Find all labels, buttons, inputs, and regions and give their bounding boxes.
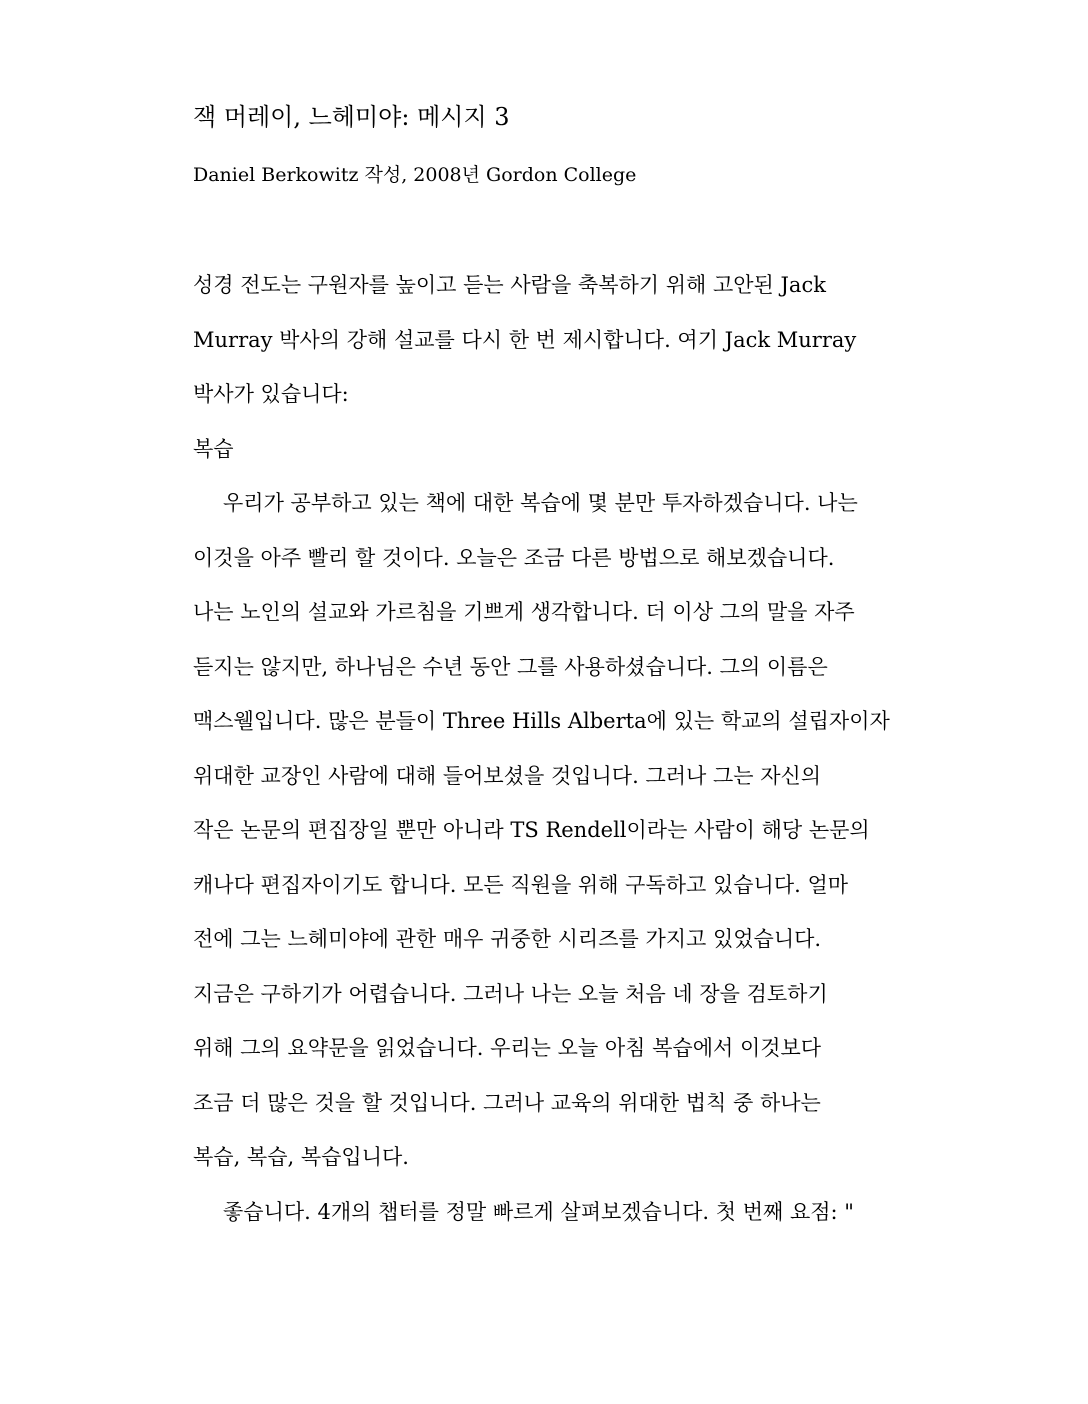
chapters-paragraph: [193, 1185, 953, 1240]
text-line: 맥스웰입니다. 많은 분들이 Three Hills Alberta에 있는 학교의 설립자이자: [193, 709, 890, 733]
text-line: 캐나다 편집자이기도 합니다. 모든 직원을 위해 구독하고 있습니다. 얼마: [193, 872, 849, 897]
text-line: 듣지는 않지만, 하나님은 수년 동안 그를 사용하셨습니다. 그의 이름은: [193, 654, 828, 679]
document-body: [193, 258, 953, 1239]
text-line: 박사가 있습니다:: [193, 382, 349, 406]
text-line: 위대한 교장인 사람에 대해 들어보셨을 것입니다. 그러나 그는 자신의: [193, 763, 822, 788]
document-byline: Daniel Berkowitz 작성, 2008년 Gordon College: [193, 164, 637, 186]
text-line: 나는 노인의 설교와 가르침을 기쁘게 생각합니다. 더 이상 그의 말을 자주: [193, 600, 855, 624]
text-line: 조금 더 많은 것을 할 것입니다. 그러나 교육의 위대한 법칙 중 하나는: [193, 1090, 821, 1115]
intro-paragraph: [193, 258, 953, 422]
text-line: 작은 논문의 편집장일 뿐만 아니라 TS Rendell이라는 사람이 해당 논문의: [193, 818, 870, 842]
text-line: Murray 박사의 강해 설교를 다시 한 번 제시합니다. 여기 Jack Murray: [193, 327, 857, 352]
text-line: 전에 그는 느헤미야에 관한 매우 귀중한 시리즈를 가지고 있었습니다.: [193, 927, 822, 951]
text-line: 성경 전도는 구원자를 높이고 듣는 사람을 축복하기 위해 고안된 Jack: [193, 273, 826, 297]
text-line: 우리가 공부하고 있는 책에 대한 복습에 몇 분만 투자하겠습니다. 나는: [223, 491, 858, 515]
text-line: 위해 그의 요약문을 읽었습니다. 우리는 오늘 아침 복습에서 이것보다: [193, 1036, 822, 1060]
review-paragraph: [193, 476, 953, 1185]
document-title: 잭 머레이, 느헤미야: 메시지 3: [193, 103, 510, 131]
text-line: 좋습니다. 4개의 챕터를 정말 빠르게 살펴보겠습니다. 첫 번째 요점: ": [223, 1199, 854, 1224]
section-heading: 복습: [193, 436, 234, 461]
text-line: 이것을 아주 빨리 할 것이다. 오늘은 조금 다른 방법으로 해보겠습니다.: [193, 545, 835, 570]
text-line: 복습, 복습, 복습입니다.: [193, 1145, 409, 1169]
text-line: 지금은 구하기가 어렵습니다. 그러나 나는 오늘 처음 네 장을 검토하기: [193, 981, 828, 1006]
